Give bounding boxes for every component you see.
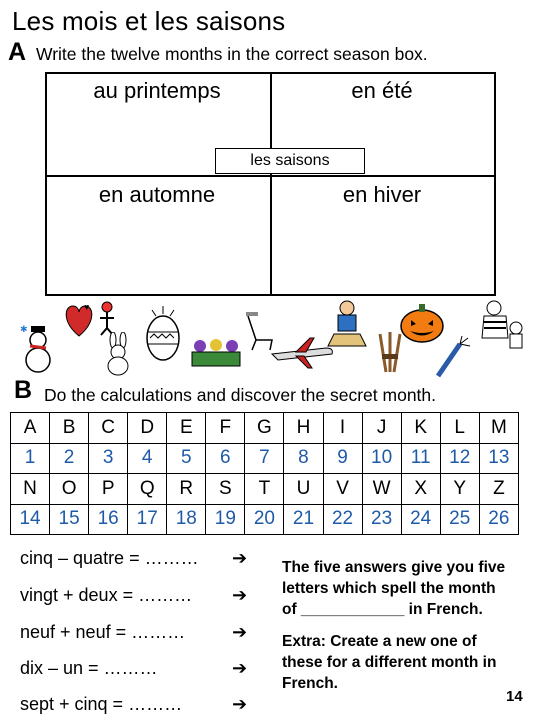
- calculation-5: sept + cinq = ………: [20, 694, 183, 714]
- code-row-letters-n-z: [11, 474, 519, 505]
- code-number-cell: 21: [284, 504, 323, 535]
- code-number-cell: 10: [362, 443, 401, 474]
- code-number-cell: 17: [128, 504, 167, 535]
- code-number-cell: 25: [440, 504, 479, 535]
- season-spring-label: au printemps: [93, 78, 221, 103]
- season-autumn-label: en automne: [98, 182, 216, 207]
- section-a-letter: A: [8, 38, 27, 66]
- code-letter-cell: K: [401, 413, 440, 444]
- code-number-cell: 24: [401, 504, 440, 535]
- code-number-cell: 22: [323, 504, 362, 535]
- code-letter-cell: N: [11, 474, 50, 505]
- code-letter-cell: L: [440, 413, 479, 444]
- code-number-cell: 18: [167, 504, 206, 535]
- code-letter-cell: M: [479, 413, 518, 444]
- section-b-letter: B: [14, 376, 33, 404]
- code-letter-cell: Y: [440, 474, 479, 505]
- code-row-numbers-1-13: [11, 443, 519, 474]
- code-letter-cell: D: [128, 413, 167, 444]
- arrow-icon: ➔: [232, 622, 248, 642]
- arrow-icon: ➔: [232, 548, 248, 568]
- code-number-cell: 11: [401, 443, 440, 474]
- code-number-cell: 5: [167, 443, 206, 474]
- page-title: Les mois et les saisons: [12, 6, 286, 36]
- code-letter-cell: Q: [128, 474, 167, 505]
- code-number-cell: 15: [50, 504, 89, 535]
- extra-line-1: Extra: Create a new one of: [282, 633, 477, 650]
- code-letter-cell: O: [50, 474, 89, 505]
- code-letter-cell: I: [323, 413, 362, 444]
- calculation-1: cinq – quatre = ………: [20, 548, 199, 568]
- code-letter-cell: J: [362, 413, 401, 444]
- code-number-cell: 12: [440, 443, 479, 474]
- easter-egg-icon: [142, 306, 184, 369]
- heart-icon: [60, 300, 98, 345]
- code-letter-cell: Z: [479, 474, 518, 505]
- code-number-cell: 14: [11, 504, 50, 535]
- season-winter-label: en hiver: [342, 182, 422, 207]
- code-letter-cell: X: [401, 474, 440, 505]
- extra-task: [282, 631, 496, 694]
- arrow-icon: ➔: [232, 694, 248, 714]
- code-letter-cell: U: [284, 474, 323, 505]
- code-letter-cell: E: [167, 413, 206, 444]
- code-number-cell: 9: [323, 443, 362, 474]
- code-number-cell: 26: [479, 504, 518, 535]
- code-letter-cell: V: [323, 474, 362, 505]
- season-summer-label: en été: [351, 78, 413, 103]
- extra-line-3: French.: [282, 675, 338, 692]
- sandcastle-kid-icon: [326, 298, 368, 353]
- code-letter-cell: T: [245, 474, 284, 505]
- code-row-numbers-14-26: [11, 504, 519, 535]
- explanation-line-2: letters which spell the month: [282, 580, 496, 597]
- code-number-cell: 6: [206, 443, 245, 474]
- letter-number-code-table: [10, 412, 519, 535]
- code-number-cell: 19: [206, 504, 245, 535]
- code-letter-cell: B: [50, 413, 89, 444]
- svg-text:♥: ♥: [84, 302, 90, 312]
- seasons-center-label: les saisons: [215, 148, 365, 174]
- grid-divider-horizontal: [47, 175, 494, 177]
- code-number-cell: 7: [245, 443, 284, 474]
- flower-box-icon: [190, 336, 242, 373]
- code-number-cell: 8: [284, 443, 323, 474]
- code-letter-cell: S: [206, 474, 245, 505]
- code-letter-cell: C: [89, 413, 128, 444]
- code-number-cell: 2: [50, 443, 89, 474]
- code-row-letters-a-m: [11, 413, 519, 444]
- calculation-4: dix – un = ………: [20, 658, 158, 678]
- snowman-icon: [18, 322, 58, 379]
- calculation-2: vingt + deux = ………: [20, 585, 193, 605]
- section-b-instruction: Do the calculations and discover the secret month.: [44, 385, 437, 405]
- winter-kids-icon: [476, 298, 528, 359]
- code-number-cell: 4: [128, 443, 167, 474]
- explanation-line-3: of ____________ in French.: [282, 601, 483, 618]
- firework-icon: [432, 336, 472, 383]
- calculation-3: neuf + neuf = ………: [20, 622, 186, 642]
- code-number-cell: 3: [89, 443, 128, 474]
- arrow-icon: ➔: [232, 585, 248, 605]
- season-grid: [45, 72, 496, 296]
- code-letter-cell: F: [206, 413, 245, 444]
- code-letter-cell: W: [362, 474, 401, 505]
- answer-explanation: [282, 557, 505, 620]
- code-letter-cell: P: [89, 474, 128, 505]
- code-letter-cell: A: [11, 413, 50, 444]
- arrow-icon: ➔: [232, 658, 248, 678]
- code-number-cell: 1: [11, 443, 50, 474]
- section-a-instruction: Write the twelve months in the correct season box.: [36, 44, 428, 64]
- code-number-cell: 16: [89, 504, 128, 535]
- code-letter-cell: G: [245, 413, 284, 444]
- code-number-cell: 13: [479, 443, 518, 474]
- explanation-line-1: The five answers give you five: [282, 559, 506, 576]
- extra-line-2: these for a different month in: [282, 654, 497, 671]
- page-number: 14: [506, 688, 523, 705]
- code-letter-cell: R: [167, 474, 206, 505]
- code-letter-cell: H: [284, 413, 323, 444]
- bunny-icon: [100, 332, 136, 381]
- svg-text:✱: ✱: [20, 324, 28, 334]
- code-number-cell: 20: [245, 504, 284, 535]
- code-number-cell: 23: [362, 504, 401, 535]
